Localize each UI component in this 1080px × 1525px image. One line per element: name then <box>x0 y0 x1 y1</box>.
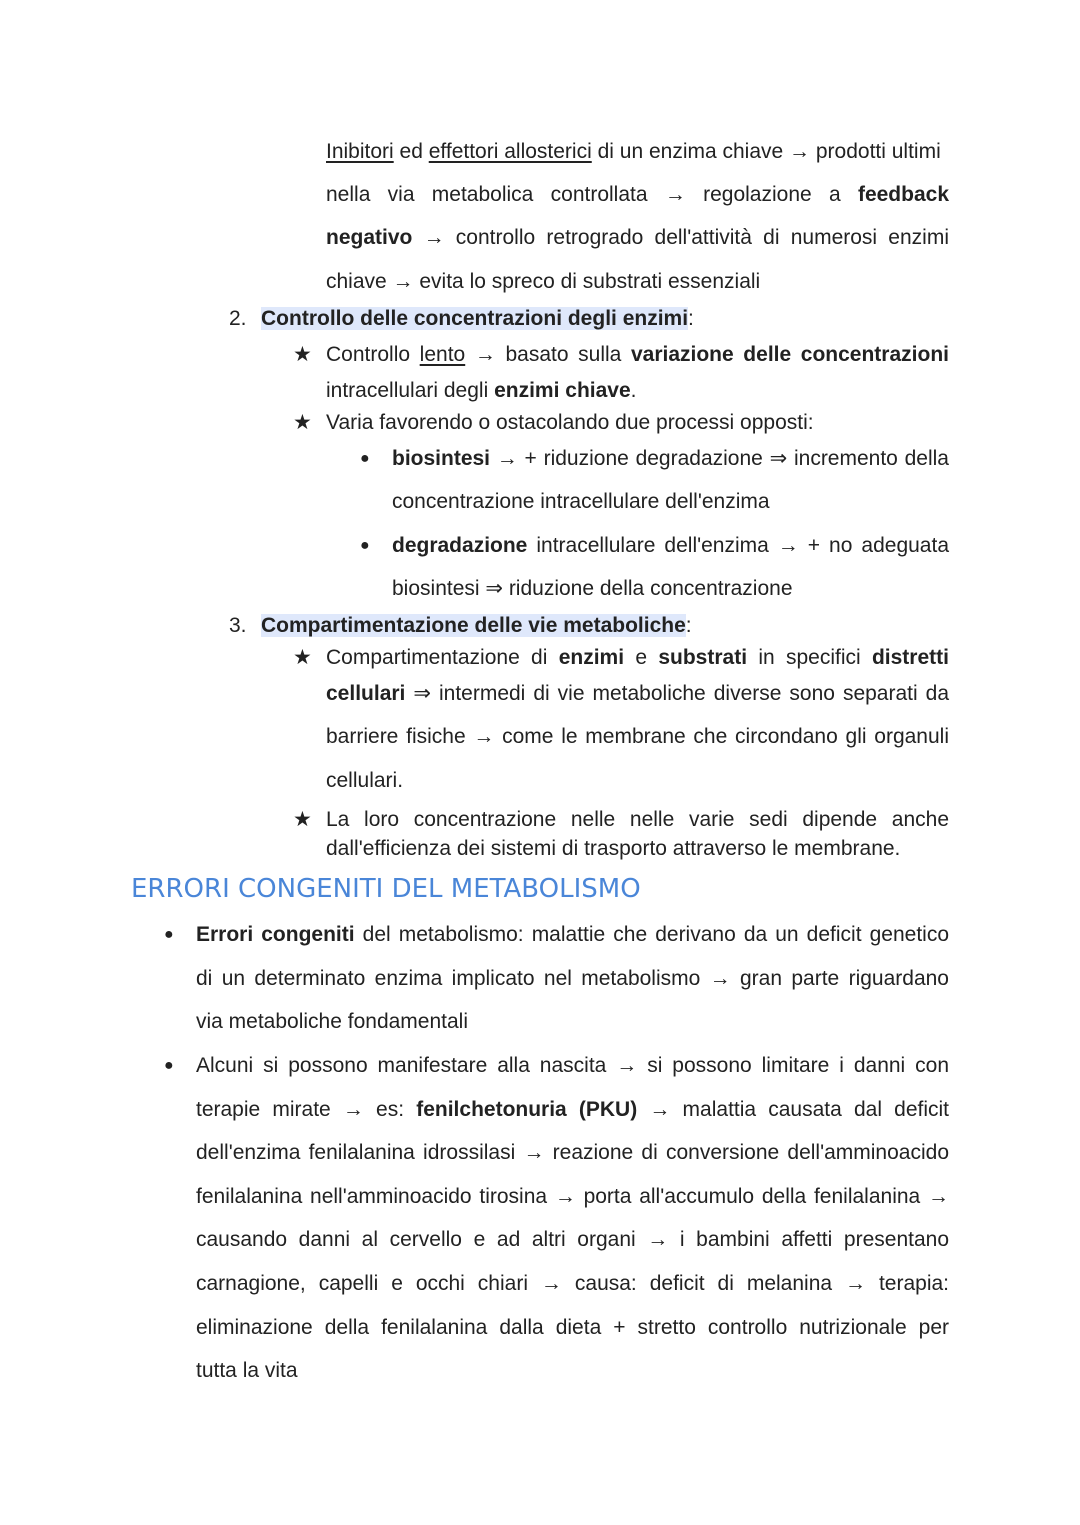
s3-star1-line-1: Compartimentazione di enzimi e substrati in specifici distretti <box>326 646 949 669</box>
section-3-title: Compartimentazione delle vie metaboliche: <box>261 614 692 637</box>
s2-bullet2-line-1: degradazione intracellulare dell'enzima → + no adeguata <box>392 534 949 557</box>
errori-heading: ERRORI CONGENITI DEL METABOLISMO <box>131 874 641 904</box>
section-2-number: 2. <box>229 307 247 330</box>
s3-star1-line-2: cellulari ⇒ intermedi di vie metaboliche diverse sono separati da <box>326 682 949 705</box>
bullet-icon: ● <box>164 926 174 943</box>
errori-p1-line-3: via metaboliche fondamentali <box>196 1010 468 1033</box>
star-icon: ★ <box>293 411 312 434</box>
effettori-term: effettori allosterici <box>428 140 592 163</box>
bullet-icon: ● <box>164 1057 174 1074</box>
errori-p2-line-6: carnagione, capelli e occhi chiari → causa: deficit di melanina → terapia: <box>196 1272 949 1295</box>
intro-line-1: Inibitori ed effettori allosterici di un enzima chiave → prodotti ultimi <box>326 140 941 163</box>
errori-p2-line-4: fenilalanina nell'amminoacido tirosina → porta all'accumulo della fenilalanina → <box>196 1185 949 1208</box>
bullet-icon: ● <box>360 450 370 467</box>
errori-p2-line-3: dell'enzima fenilalanina idrossilasi → reazione di conversione dell'amminoacido <box>196 1141 949 1164</box>
errori-p1-line-1: Errori congeniti del metabolismo: malattie che derivano da un deficit genetico <box>196 923 949 946</box>
errori-p2-line-5: causando danni al cervello e ad altri organi → i bambini affetti presentano <box>196 1228 949 1251</box>
s2-star1-line-2: intracellulari degli enzimi chiave. <box>326 379 637 402</box>
intro-line-2: nella via metabolica controllata → regolazione a feedback <box>326 183 949 206</box>
section-2-title: Controllo delle concentrazioni degli enzimi: <box>261 307 694 330</box>
inibitori-term: Inibitori <box>326 140 394 163</box>
errori-p2-line-8: tutta la vita <box>196 1359 298 1382</box>
s2-bullet1-line-1: biosintesi → + riduzione degradazione ⇒ incremento della <box>392 447 949 470</box>
errori-p2-line-1: Alcuni si possono manifestare alla nascita → si possono limitare i danni con <box>196 1054 949 1077</box>
s3-star1-line-3: barriere fisiche → come le membrane che circondano gli organuli <box>326 725 949 748</box>
s2-bullet2-line-2: biosintesi ⇒ riduzione della concentrazione <box>392 577 793 600</box>
star-icon: ★ <box>293 646 312 669</box>
star-icon: ★ <box>293 343 312 366</box>
intro-line-3: negativo → controllo retrogrado dell'attività di numerosi enzimi <box>326 226 949 249</box>
errori-p2-line-2: terapie mirate → es: fenilchetonuria (PKU) → malattia causata dal deficit <box>196 1098 950 1121</box>
s2-star1-line-1: Controllo lento → basato sulla variazione delle concentrazioni <box>326 343 949 366</box>
s3-star2-line-1: La loro concentrazione nelle nelle varie sedi dipende anche <box>326 808 949 831</box>
s2-star2-line: Varia favorendo o ostacolando due processi opposti: <box>326 411 814 434</box>
s2-bullet1-line-2: concentrazione intracellulare dell'enzima <box>392 490 770 513</box>
s3-star2-line-2: dall'efficienza dei sistemi di trasporto attraverso le membrane. <box>326 837 901 860</box>
section-3-number: 3. <box>229 614 247 637</box>
bullet-icon: ● <box>360 537 370 554</box>
errori-p1-line-2: di un determinato enzima implicato nel metabolismo → gran parte riguardano <box>196 967 949 990</box>
intro-line-4: chiave → evita lo spreco di substrati essenziali <box>326 270 761 293</box>
star-icon: ★ <box>293 808 312 831</box>
errori-p2-line-7: eliminazione della fenilalanina dalla dieta + stretto controllo nutrizionale per <box>196 1316 949 1339</box>
s3-star1-line-4: cellulari. <box>326 769 404 792</box>
